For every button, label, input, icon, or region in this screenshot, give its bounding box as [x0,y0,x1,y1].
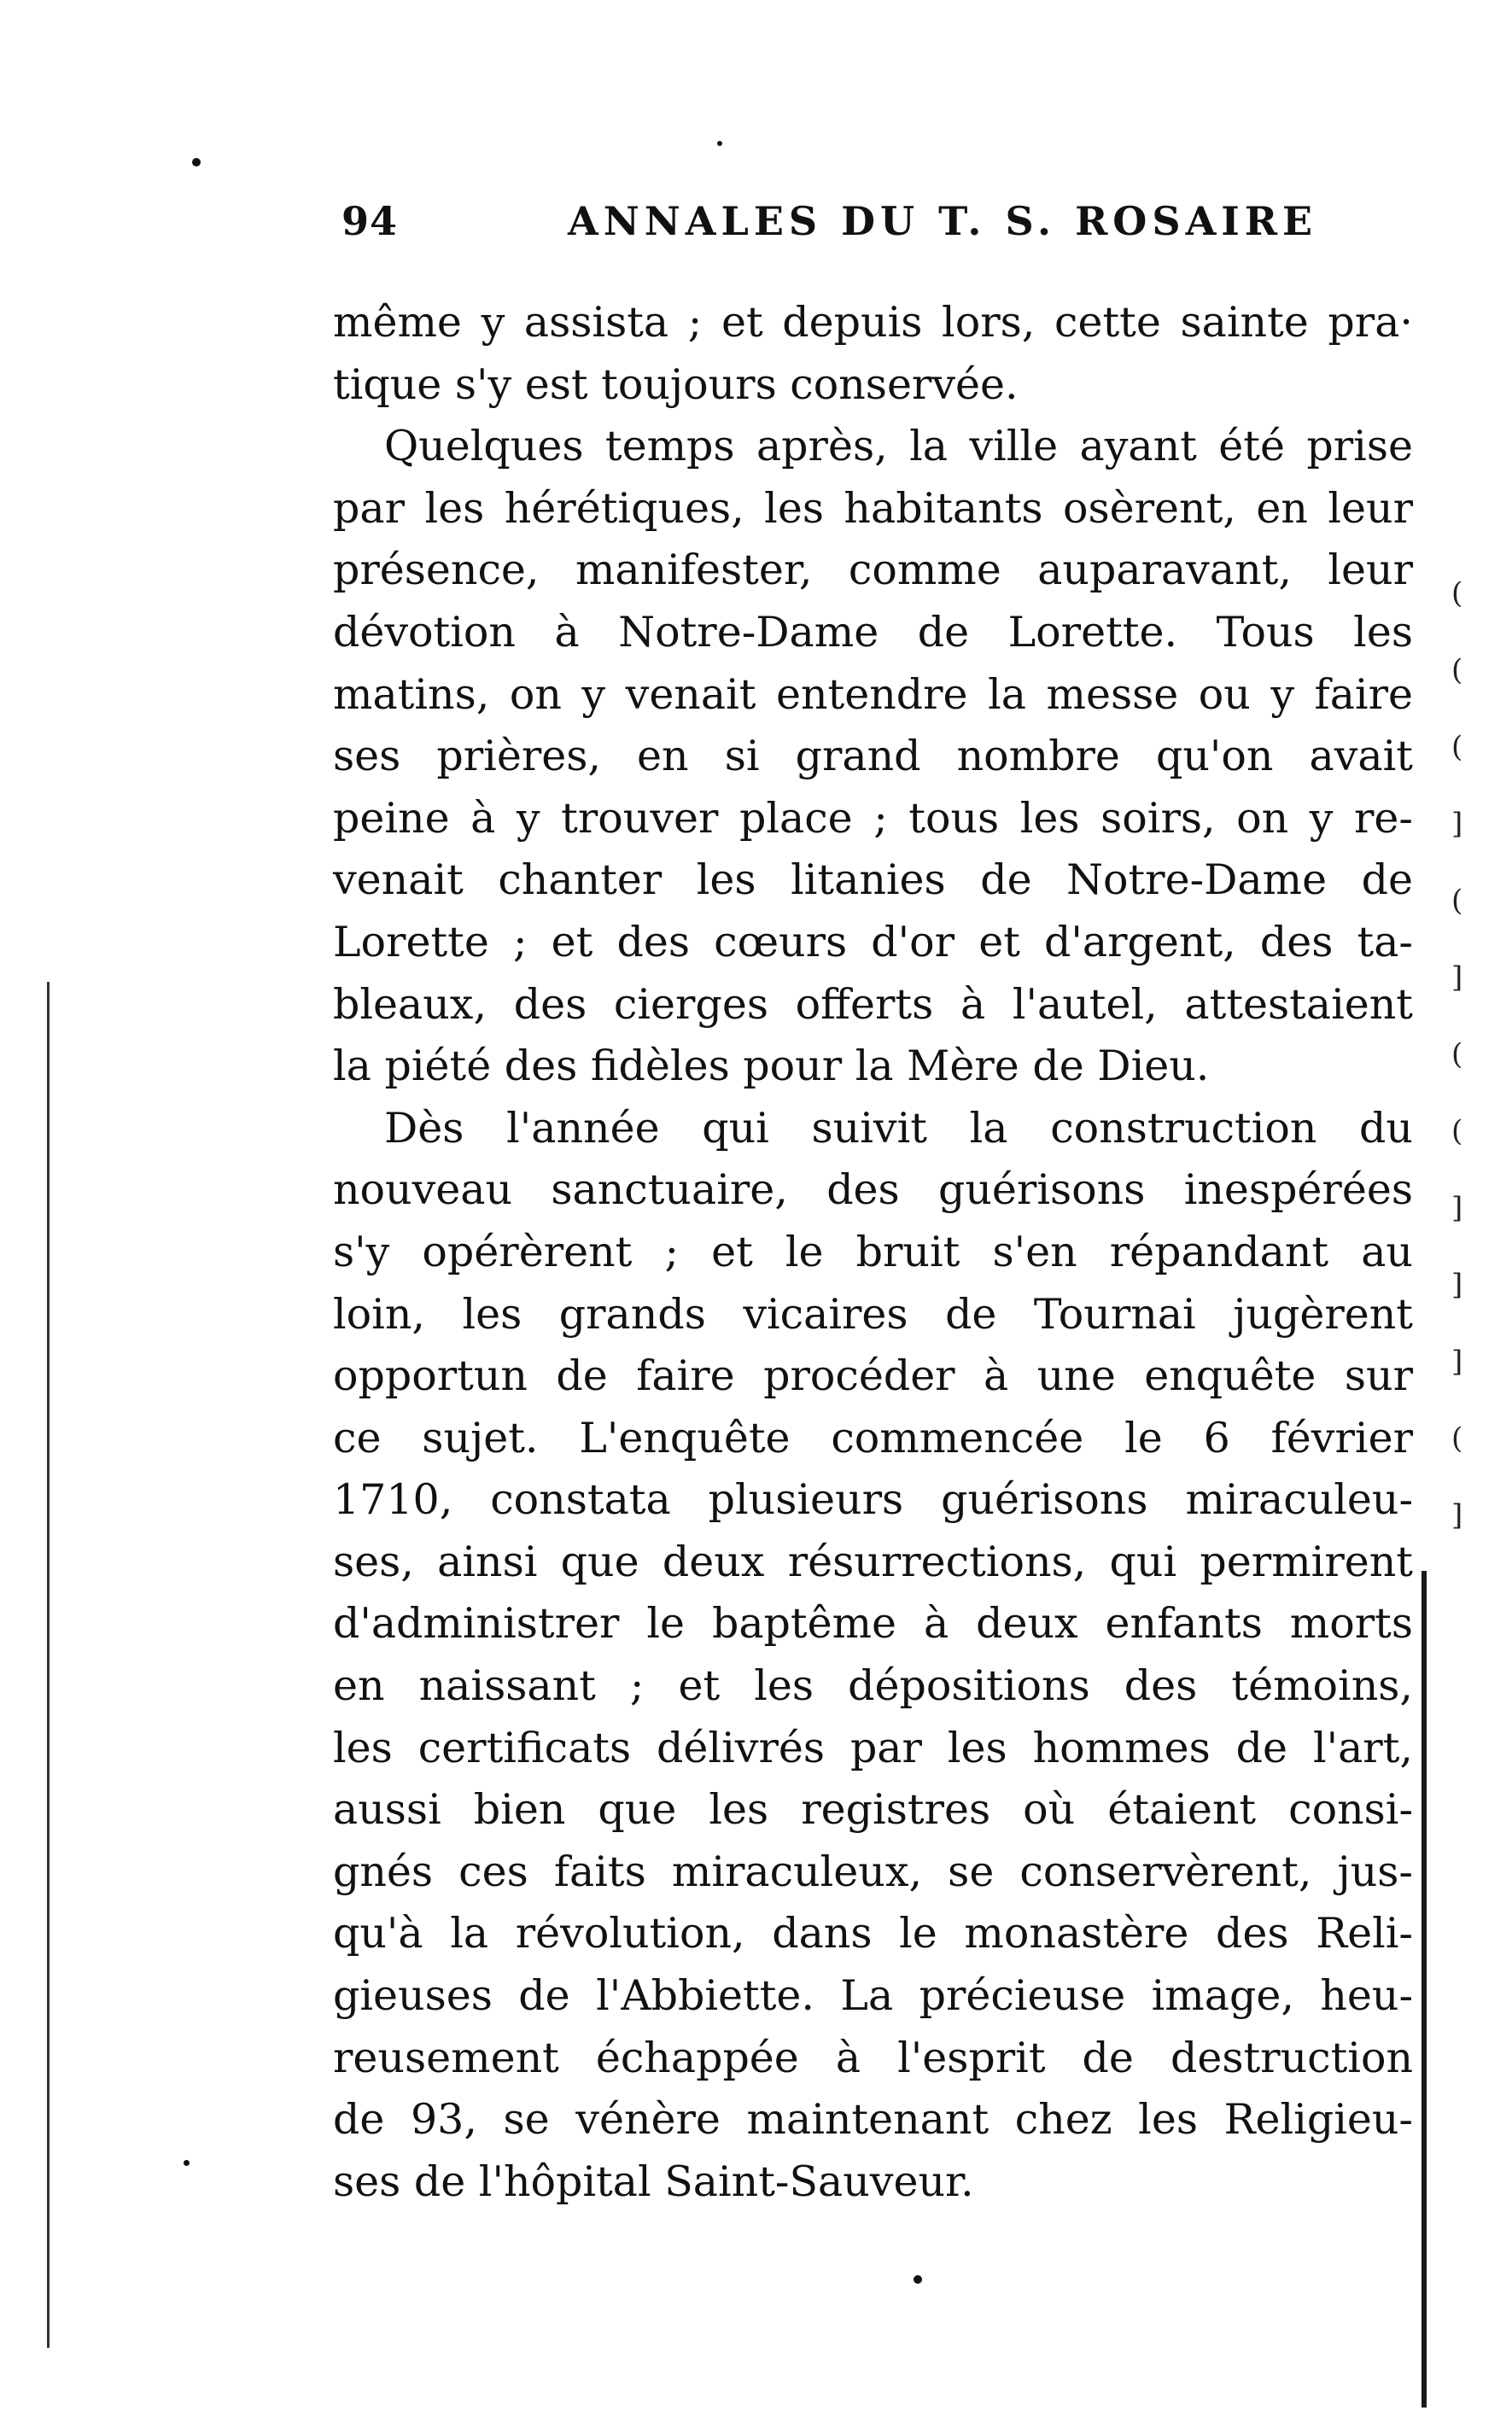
margin-mark: ] [1451,1191,1463,1225]
margin-mark: ( [1451,1114,1463,1148]
text-line: s'y opérèrent ; et le bruit s'en répandant au [333,1227,1413,1276]
margin-mark: ] [1451,1498,1463,1532]
text-line: qu'à la révolution, dans le monastère des Reli- [333,1909,1413,1958]
text-line: peine à y trouver place ; tous les soirs, on y re- [333,793,1413,843]
margin-mark: ( [1451,1037,1463,1071]
text-line: reusement échappée à l'esprit de destruction [333,2033,1413,2082]
margin-mark: ( [1451,576,1463,610]
margin-mark: ( [1451,884,1463,918]
text-line: même y assista ; et depuis lors, cette sainte pra· [333,298,1413,347]
page-number: 94 [342,198,399,244]
text-line: d'administrer le baptême à deux enfants morts [333,1599,1413,1649]
left-edge-rule [47,982,50,2348]
running-title: ANNALES DU T. S. ROSAIRE [568,198,1318,244]
margin-mark: ] [1451,960,1463,995]
text-line: la piété des fidèles pour la Mère de Dieu. [333,1042,1210,1091]
text-line: ses prières, en si grand nombre qu'on avait [333,732,1413,781]
speck [184,2160,190,2166]
margin-mark: ] [1451,807,1463,841]
text-line: 1710, constata plusieurs guérisons miraculeu- [333,1475,1413,1525]
text-line: de 93, se vénère maintenant chez les Religieu- [333,2095,1413,2145]
speck [914,2275,922,2284]
text-line: venait chanter les litanies de Notre-Dame de [333,855,1413,905]
page-edge-rule [1422,1571,1427,2408]
text-line: gieuses de l'Abbiette. La précieuse image, heu- [333,1971,1413,2021]
paragraph-start-line: Quelques temps après, la ville ayant été prise [384,422,1413,471]
text-line: ce sujet. L'enquête commencée le 6 février [333,1413,1413,1462]
text-line: par les hérétiques, les habitants osèrent, en leur [333,483,1413,533]
page-header [342,198,1409,266]
margin-mark: ( [1451,653,1463,687]
margin-mark: ( [1451,1421,1463,1456]
text-line: tique s'y est toujours conservée. [333,359,1019,409]
margin-mark: ] [1451,1268,1463,1302]
text-line: opportun de faire procéder à une enquête sur [333,1351,1413,1401]
speck [192,158,201,166]
text-line: matins, on y venait entendre la messe ou y faire [333,669,1413,719]
text-line: loin, les grands vicaires de Tournai jugèrent [333,1289,1413,1339]
text-line: présence, manifester, comme auparavant, leur [333,546,1413,595]
margin-mark: ( [1451,730,1463,764]
margin-mark: ] [1451,1345,1463,1379]
text-line: nouveau sanctuaire, des guérisons inespérées [333,1165,1413,1215]
text-line: en naissant ; et les dépositions des témoins, [333,1661,1413,1711]
text-line: bleaux, des cierges offerts à l'autel, attestaient [333,979,1413,1029]
text-line: dévotion à Notre-Dame de Lorette. Tous les [333,607,1413,657]
speck [717,141,722,146]
text-line: ses, ainsi que deux résurrections, qui permirent [333,1537,1413,1586]
paragraph-start-line: Dès l'année qui suivit la construction du [384,1103,1413,1153]
text-line: les certificats délivrés par les hommes de l'art, [333,1723,1413,1772]
text-line: Lorette ; et des cœurs d'or et d'argent, des ta- [333,917,1413,966]
body-text [333,292,1413,2213]
text-line: aussi bien que les registres où étaient consi- [333,1785,1413,1835]
bleed-through-margin [1451,555,1486,1554]
text-line: ses de l'hôpital Saint-Sauveur. [333,2157,974,2206]
text-line: gnés ces faits miraculeux, se conservèrent, jus- [333,1847,1413,1896]
